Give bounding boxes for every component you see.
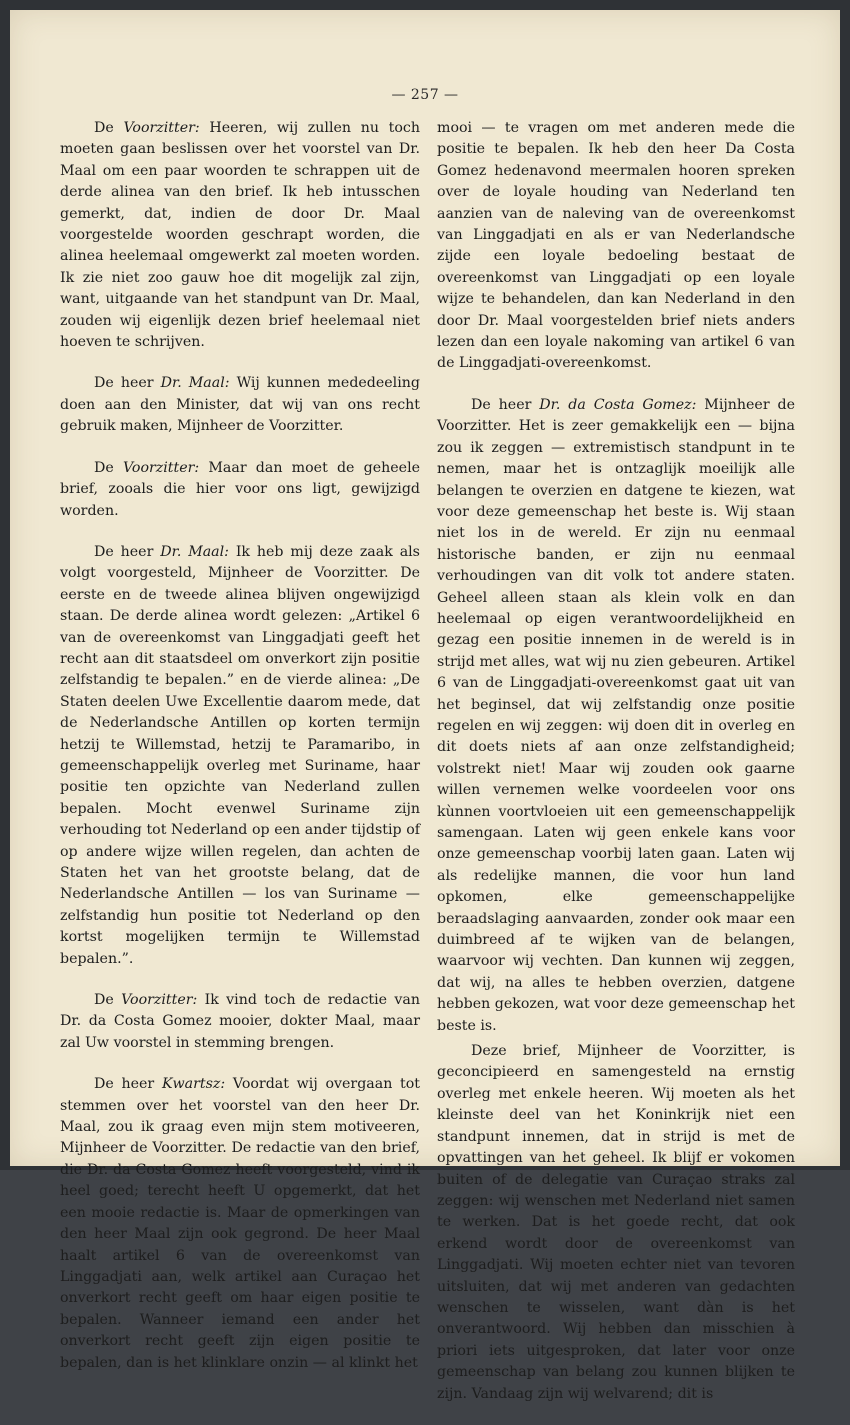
- paragraph: De Voorzitter: Ik vind toch de redactie van Dr. da Costa Gomez mooier, dokter Maal, maar zal Uw voorstel in stemming brengen.: [60, 992, 420, 1051]
- speaker-name: Dr. da Costa Gomez:: [539, 396, 697, 413]
- paragraph: De heer Dr. Maal: Wij kunnen mededeeling doen aan den Minister, dat wij van ons recht gebruik maken, Mijnheer de Voorzitter.: [60, 375, 420, 435]
- right-column: [437, 118, 795, 1425]
- speaker-name: Voorzitter:: [123, 120, 200, 136]
- paragraph-continuation: mooi — te vragen om met anderen mede die positie te bepalen. Ik heb den heer Da Costa Gomez hedenavond meermalen hooren spreken over de loyale houding van Nederland ten aanzien van de naleving van de overeenkomst van Linggadjati en als er van Nederlandsche zijde een loyale bedoeling bestaat de overeenkomst van Linggadjati op een loyale wijze te behandelen, dan kan Nederland in den door Dr. Maal voorgestelden brief niets anders lezen dan een loyale nakoming van artikel 6 van de Linggadjati-overeenkomst.: [437, 120, 795, 372]
- speaker-name: Dr. Maal:: [160, 375, 230, 392]
- paragraph: De Voorzitter: Heeren, wij zullen nu toch moeten gaan beslissen over het voorstel van Dr. Maal om een paar woorden te schrappen uit de derde alinea van den brief. Ik heb intusschen gemerkt, dat, indien de door Dr. Maal voorgestelde woorden geschrapt worden, die alinea heelemaal omgewerkt zal moeten worden. Ik zie niet zoo gauw hoe dit mogelijk zal zijn, want, uitgaande van het standpunt van Dr. Maal, zouden wij eigenlijk dezen brief heelemaal niet hoeven te schrijven.: [60, 120, 420, 351]
- paragraph: De heer Dr. da Costa Gomez: Mijnheer de Voorzitter. Het is zeer gemakkelijk een — bijna zou ik zeggen — extremistisch standpunt in te nemen, maar het is ontzaglijk moeilijk alle belangen te overzien en datgene te kiezen, wat voor deze gemeenschap het beste is. Wij staan niet los in de wereld. Er zijn nu eenmaal historische banden, er zijn nu eenmaal verhoudingen van dit volk tot andere staten. Geheel alleen staan als klein volk en dan heelemaal op eigen verantwoordelijkheid en gezag een positie innemen in de wereld is in strijd met alles, wat wij nu zien gebeuren. Artikel 6 van de Linggadjati-overeenkomst gaat uit van het beginsel, dat wij zelfstandig onze positie regelen en wij zeggen: wij doen dit in overleg en dit doets niets af aan onze zelfstandigheid; volstrekt niet! Maar wij zouden ook gaarne willen vernemen welke voordeelen voor ons kùnnen voortvloeien uit een gemeenschappelijk samengaan. Laten wij geen enkele kans voor onze gemeenschap voorbij laten gaan. Laten wij als redelijke mannen, die voor hun land opkomen, elke gemeenschappelijke beraadslaging aanvaarden, zonder ook maar een duimbreed af te wijken van de belangen, waarvoor wij vechten. Dan kunnen wij zeggen, dat wij, na alles te hebben overzien, datgene hebben gekozen, wat voor deze gemeenschap het beste is.: [437, 396, 795, 1034]
- paragraph: De heer Dr. Maal: Ik heb mij deze zaak als volgt voorgesteld, Mijnheer de Voorzitter. De eerste en de tweede alinea blijven ongewijzigd staan. De derde alinea wordt gelezen: „Artikel 6 van de overeenkomst van Linggadjati geeft het recht aan dit staatsdeel om onverkort zijn positie zelfstandig te bepalen.” en de vierde alinea: „De Staten deelen Uwe Excellentie daarom mede, dat de Nederlandsche Antillen op korten termijn hetzij te Willemstad, hetzij te Paramaribo, in gemeenschappelijk overleg met Suriname, haar positie ten opzichte van Nederland zullen bepalen. Mocht evenwel Suriname zijn verhouding tot Nederland op een ander tijdstip of op andere wijze willen regelen, dan achten de Staten het van het grootste belang, dat de Nederlandsche Antillen — los van Suriname — zelfstandig hun positie tot Nederland op den kortst mogelijken termijn te Willemstad bepalen.”.: [60, 543, 420, 967]
- document-page: [10, 10, 840, 1402]
- speaker-name: Voorzitter:: [122, 459, 200, 476]
- paragraph: Deze brief, Mijnheer de Voorzitter, is geconcipieerd en samengesteld na ernstig overleg met enkele heeren. Wij moeten als het kleinste deel van het Koninkrijk niet een standpunt innemen, dat in strijd is met de opvattingen van het geheel. Ik blijf er vokomen buiten of de delegatie van Curaçao straks zal zeggen: wij wenschen met Nederland niet samen te werken. Dat is het goede recht, dat ook erkend wordt door de overeenkomst van Linggadjati. Wij moeten echter niet van tevoren uitsluiten, dat wij met anderen van gedachten wenschen te wisselen, want dàn is het onverantwoord. Wij hebben dan misschien à priori iets uitgesproken, dat later voor onze gemeenschap van belang zou kunnen blijken te zijn. Vandaag zijn wij welvarend; dit is: [437, 1043, 795, 1402]
- speaker-name: Voorzitter:: [121, 992, 198, 1009]
- paragraph: De heer Kwartsz: Voordat wij overgaan tot stemmen over het voorstel van den heer Dr. Maal, zou ik graag even mijn stem motiveeren, Mijnheer de Voorzitter. De redactie van den brief, die Dr. da Costa Gomez heeft voorgesteld, vind ik heel goed; terecht heeft U opgemerkt, dat het een mooie redactie is. Maar de opmerkingen van den heer Maal zijn ook gegrond. De heer Maal haalt artikel 6 van de overeenkomst van Linggadjati aan, welk artikel aan Curaçao het onverkort recht geeft om haar eigen positie te bepalen. Wanneer iemand een ander het onverkort recht geeft zijn eigen positie te bepalen, dan is het klinklare onzin — al klinkt het: [60, 1076, 420, 1371]
- left-column: [60, 118, 420, 1394]
- speaker-name: Dr. Maal:: [160, 543, 229, 560]
- page-number: — 257 —: [391, 87, 459, 103]
- paragraph: De Voorzitter: Maar dan moet de geheele brief, zooals die hier voor ons ligt, gewijzigd worden.: [60, 459, 420, 519]
- speaker-name: Kwartsz:: [161, 1076, 226, 1093]
